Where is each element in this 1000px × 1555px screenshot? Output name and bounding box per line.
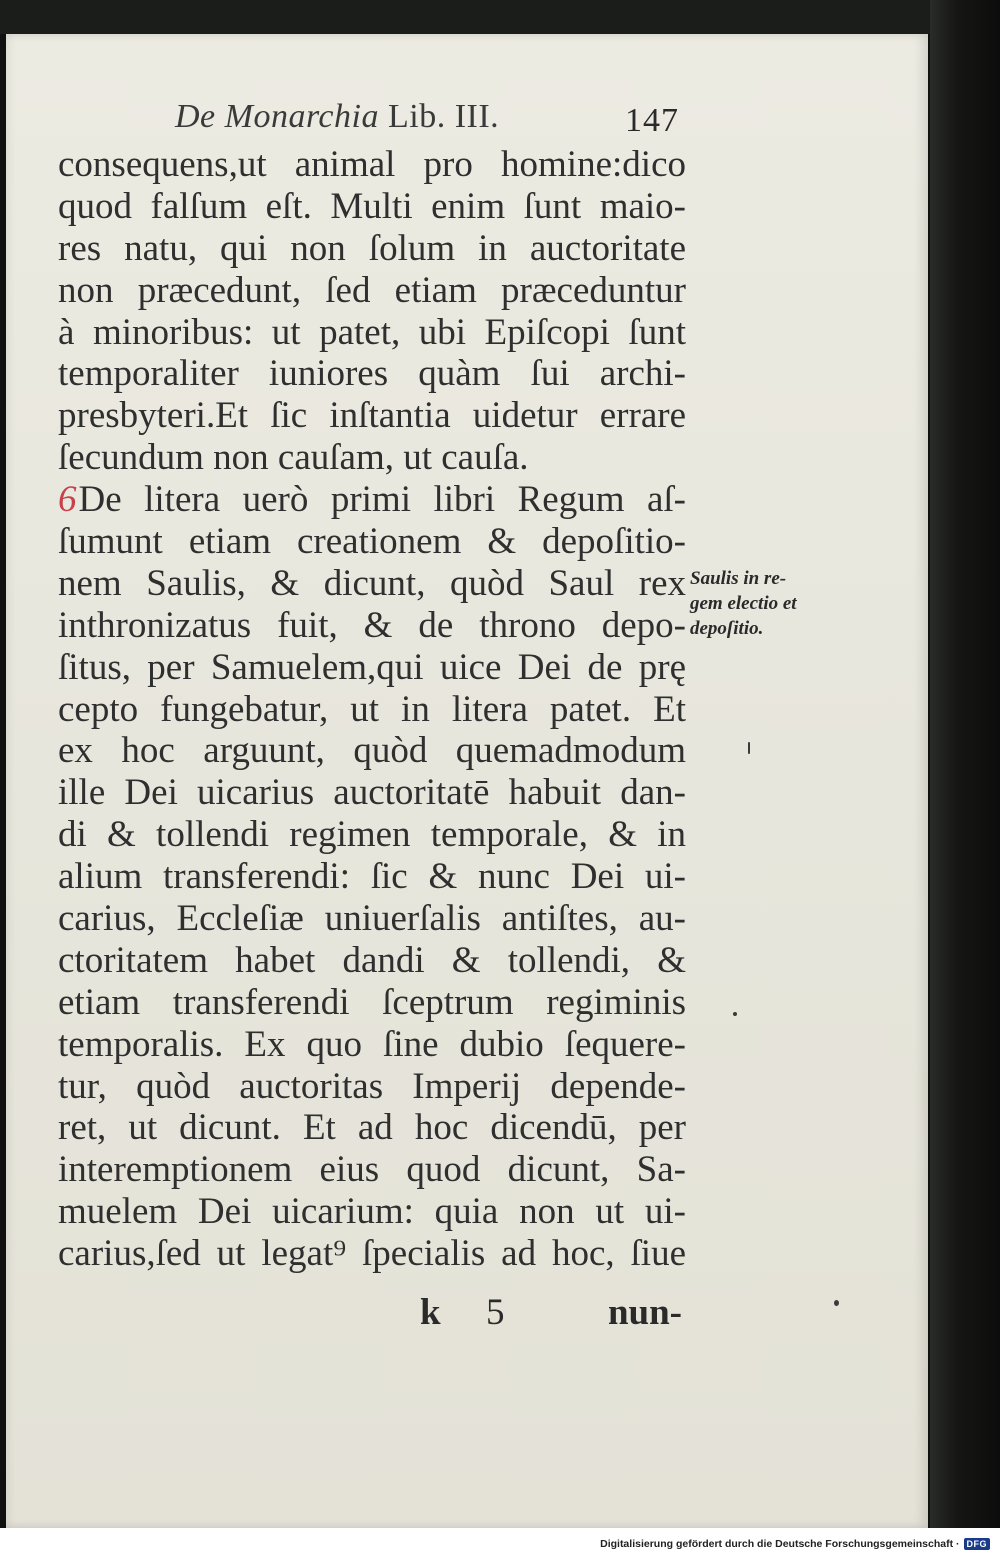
text-line: ſecundum non cauſam, ut cauſa. [58, 437, 529, 479]
text-line: à minoribus: ut patet, ubi Epiſcopi ſunt [58, 311, 686, 353]
margin-note-line: depoſitio. [690, 618, 764, 639]
text-line: ret, ut dicunt. Et ad hoc dicendū, per [58, 1107, 686, 1149]
text-line: consequens,ut animal pro homine:dico [58, 144, 686, 185]
ink-speck [733, 1012, 737, 1016]
dfg-logo-icon: DFG [964, 1538, 991, 1550]
margin-note-line: Saulis in re- [690, 568, 787, 589]
running-title-italic: De Monarchia [175, 98, 379, 135]
text-line-paragraph-start [58, 479, 686, 521]
text-line: res natu, qui non ſolum in auctoritate [58, 227, 686, 269]
scan-background-right [930, 0, 1000, 1530]
page-number: 147 [625, 102, 679, 139]
text-line: temporaliter iuniores quàm ſui archi- [58, 353, 686, 395]
signature-number: 5 [486, 1292, 505, 1333]
ink-speck [834, 1300, 839, 1306]
text-line: cepto fungebatur, ut in litera patet. Et [58, 688, 686, 730]
text-line: tur, quòd auctoritas Imperij depende- [58, 1065, 686, 1107]
margin-note [690, 566, 840, 641]
credit-text: Digitalisierung gefördert durch die Deutsche Forschungsgemeinschaft · [600, 1538, 960, 1550]
text-line: non præcedunt, ſed etiam præceduntur [58, 269, 686, 311]
text-line: temporalis. Ex quo ſine dubio ſequere- [58, 1023, 686, 1065]
text-line: etiam transferendi ſceptrum regiminis [58, 981, 686, 1023]
text-line: ctoritatem habet dandi & tollendi, & [58, 939, 686, 981]
text-line: carius, Eccleſiæ uniuerſalis antiſtes, au- [58, 898, 686, 940]
text-line: interemptionem eius quod dicunt, Sa- [58, 1149, 686, 1191]
text-line: alium transferendi: ſic & nunc Dei ui- [58, 856, 686, 898]
text-line: ſitus, per Samuelem,qui uice Dei de prę [58, 646, 686, 688]
text-line: ex hoc arguunt, quòd quemadmodum [58, 730, 686, 772]
text-line: presbyteri.Et ſic inſtantia uidetur errare [58, 395, 686, 437]
ink-speck [748, 742, 750, 754]
text-line: di & tollendi regimen temporale, & in [58, 814, 686, 856]
signature-mark: k [420, 1292, 441, 1333]
text-line: carius,ſed ut legat⁹ ſpecialis ad hoc, ſiue [58, 1233, 686, 1275]
text-line: ſumunt etiam creationem & depoſitio- [58, 521, 686, 563]
body-text [58, 144, 686, 1275]
text-line: ille Dei uicarius auctoritatē habuit dan- [58, 772, 686, 814]
scan-background-top [0, 0, 1000, 34]
footer-signature [420, 1291, 682, 1333]
text-line: inthronizatus fuit, & de throno depo- [58, 604, 686, 646]
running-title-book: Lib. III. [387, 98, 500, 135]
catchword: nun- [607, 1292, 682, 1333]
digitization-credit [600, 1536, 990, 1552]
text-line: nem Saulis, & dicunt, quòd Saul rex [58, 562, 686, 604]
margin-note-line: gem electio et [690, 593, 797, 614]
paragraph-mark: 6 [58, 479, 77, 521]
text-line: quod falſum eſt. Multi enim ſunt maio- [58, 185, 686, 227]
running-title [175, 98, 499, 136]
text-line-content: De litera uerò primi libri Regum aſ- [78, 479, 686, 521]
text-line: muelem Dei uicarium: quia non ut ui- [58, 1191, 686, 1233]
